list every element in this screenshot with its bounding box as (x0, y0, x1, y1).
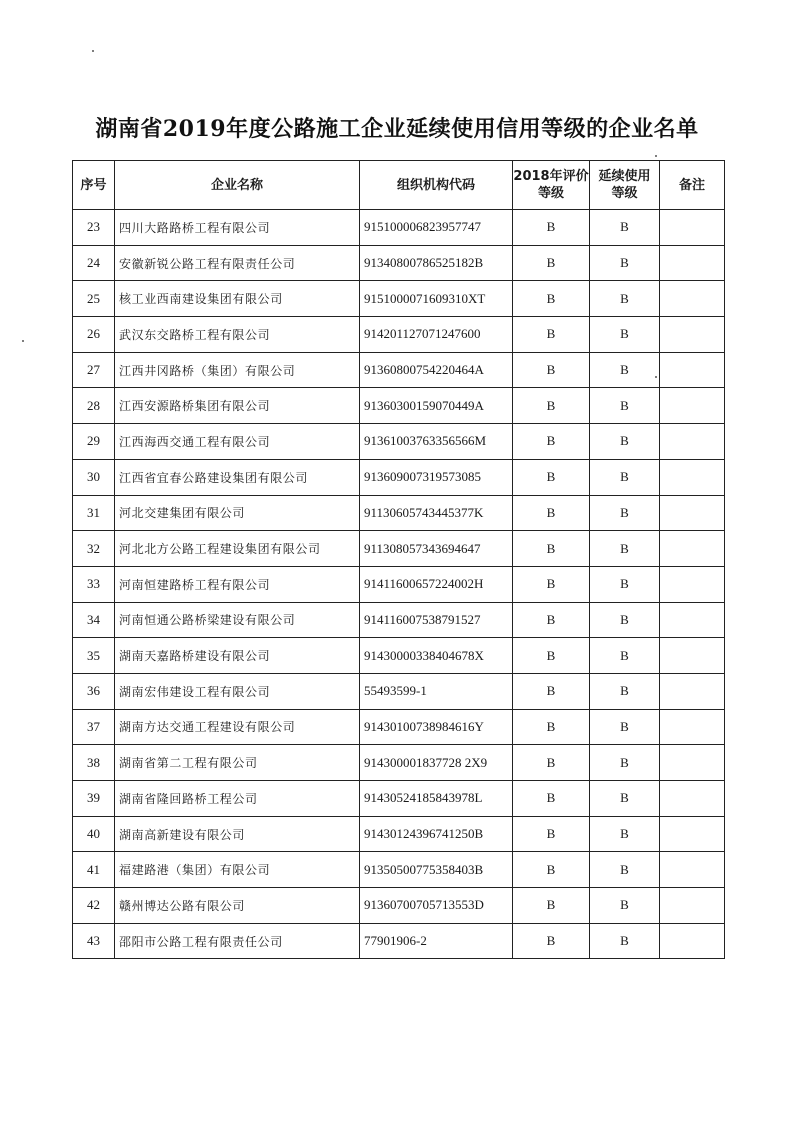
cell-remark (660, 745, 725, 781)
cell-2018-grade: B (513, 459, 590, 495)
cell-org-code: 91411600657224002H (360, 566, 513, 602)
cell-company-name: 江西安源路桥集团有限公司 (115, 388, 360, 424)
scan-speck (22, 340, 24, 342)
cell-company-name: 湖南省第二工程有限公司 (115, 745, 360, 781)
header-continued-grade (590, 161, 660, 210)
cell-seq: 25 (73, 281, 115, 317)
cell-2018-grade: B (513, 317, 590, 353)
scan-speck (655, 376, 657, 378)
table-row (73, 673, 725, 709)
header-2018-grade (513, 161, 590, 210)
cell-2018-grade: B (513, 638, 590, 674)
cell-continued-grade: B (590, 638, 660, 674)
table-row (73, 745, 725, 781)
cell-company-name: 江西省宜春公路建设集团有限公司 (115, 459, 360, 495)
cell-remark (660, 673, 725, 709)
cell-company-name: 江西海西交通工程有限公司 (115, 424, 360, 460)
cell-org-code: 91360300159070449A (360, 388, 513, 424)
table-row (73, 210, 725, 246)
cell-seq: 38 (73, 745, 115, 781)
cell-2018-grade: B (513, 566, 590, 602)
table-row (73, 459, 725, 495)
cell-seq: 31 (73, 495, 115, 531)
table-row (73, 602, 725, 638)
cell-continued-grade: B (590, 424, 660, 460)
cell-continued-grade: B (590, 495, 660, 531)
cell-remark (660, 816, 725, 852)
cell-org-code: 91430524185843978L (360, 781, 513, 817)
table-row (73, 388, 725, 424)
table-row (73, 709, 725, 745)
cell-remark (660, 281, 725, 317)
cell-org-code: 77901906-2 (360, 923, 513, 959)
cell-continued-grade: B (590, 888, 660, 924)
table-row (73, 923, 725, 959)
cell-company-name: 武汉东交路桥工程有限公司 (115, 317, 360, 353)
cell-continued-grade: B (590, 245, 660, 281)
cell-company-name: 湖南高新建设有限公司 (115, 816, 360, 852)
table-body (73, 210, 725, 959)
cell-seq: 23 (73, 210, 115, 246)
cell-remark (660, 531, 725, 567)
header-org-code: 组织机构代码 (360, 161, 513, 210)
cell-org-code: 914116007538791527 (360, 602, 513, 638)
cell-company-name: 江西井冈路桥（集团）有限公司 (115, 352, 360, 388)
table-row (73, 531, 725, 567)
cell-2018-grade: B (513, 781, 590, 817)
cell-continued-grade: B (590, 531, 660, 567)
cell-remark (660, 852, 725, 888)
cell-2018-grade: B (513, 745, 590, 781)
cell-2018-grade: B (513, 709, 590, 745)
cell-seq: 41 (73, 852, 115, 888)
cell-2018-grade: B (513, 245, 590, 281)
header-2018-grade-line1: 2018年评价 (513, 169, 589, 184)
table-row (73, 816, 725, 852)
cell-company-name: 四川大路路桥工程有限公司 (115, 210, 360, 246)
scan-speck (655, 155, 657, 157)
cell-org-code: 91360800754220464A (360, 352, 513, 388)
cell-org-code: 9151000071609310XT (360, 281, 513, 317)
cell-remark (660, 424, 725, 460)
cell-org-code: 915100006823957747 (360, 210, 513, 246)
company-table (72, 160, 725, 959)
cell-remark (660, 709, 725, 745)
cell-continued-grade: B (590, 281, 660, 317)
cell-continued-grade: B (590, 459, 660, 495)
cell-company-name: 湖南宏伟建设工程有限公司 (115, 673, 360, 709)
cell-seq: 34 (73, 602, 115, 638)
cell-company-name: 河南恒建路桥工程有限公司 (115, 566, 360, 602)
cell-remark (660, 245, 725, 281)
cell-remark (660, 781, 725, 817)
cell-continued-grade: B (590, 816, 660, 852)
cell-company-name: 河北北方公路工程建设集团有限公司 (115, 531, 360, 567)
cell-continued-grade: B (590, 709, 660, 745)
table-row (73, 424, 725, 460)
table-row (73, 638, 725, 674)
cell-org-code: 55493599-1 (360, 673, 513, 709)
cell-company-name: 湖南省隆回路桥工程公司 (115, 781, 360, 817)
cell-company-name: 河南恒通公路桥梁建设有限公司 (115, 602, 360, 638)
cell-company-name: 湖南天嘉路桥建设有限公司 (115, 638, 360, 674)
cell-2018-grade: B (513, 852, 590, 888)
cell-continued-grade: B (590, 673, 660, 709)
cell-org-code: 91340800786525182B (360, 245, 513, 281)
cell-remark (660, 638, 725, 674)
cell-org-code: 91360700705713553D (360, 888, 513, 924)
cell-org-code: 91430100738984616Y (360, 709, 513, 745)
cell-company-name: 河北交建集团有限公司 (115, 495, 360, 531)
cell-company-name: 核工业西南建设集团有限公司 (115, 281, 360, 317)
cell-continued-grade: B (590, 745, 660, 781)
cell-continued-grade: B (590, 852, 660, 888)
table-row (73, 495, 725, 531)
cell-continued-grade: B (590, 388, 660, 424)
cell-seq: 24 (73, 245, 115, 281)
cell-company-name: 福建路港（集团）有限公司 (115, 852, 360, 888)
cell-continued-grade: B (590, 210, 660, 246)
cell-org-code: 911308057343694647 (360, 531, 513, 567)
cell-seq: 32 (73, 531, 115, 567)
header-continued-grade-line1: 延续使用 (598, 169, 651, 184)
page-title: 湖南省2019年度公路施工企业延续使用信用等级的企业名单 (95, 116, 699, 142)
cell-2018-grade: B (513, 531, 590, 567)
cell-remark (660, 888, 725, 924)
header-2018-grade-line2: 等级 (537, 186, 564, 201)
cell-remark (660, 923, 725, 959)
cell-org-code: 913609007319573085 (360, 459, 513, 495)
cell-continued-grade: B (590, 566, 660, 602)
cell-org-code: 914201127071247600 (360, 317, 513, 353)
cell-continued-grade: B (590, 602, 660, 638)
table-row (73, 317, 725, 353)
cell-remark (660, 495, 725, 531)
cell-org-code: 91430124396741250B (360, 816, 513, 852)
cell-company-name: 赣州博达公路有限公司 (115, 888, 360, 924)
cell-remark (660, 566, 725, 602)
cell-2018-grade: B (513, 923, 590, 959)
cell-continued-grade: B (590, 923, 660, 959)
cell-2018-grade: B (513, 816, 590, 852)
cell-seq: 35 (73, 638, 115, 674)
cell-2018-grade: B (513, 888, 590, 924)
header-continued-grade-line2: 等级 (611, 186, 638, 201)
cell-seq: 37 (73, 709, 115, 745)
cell-seq: 43 (73, 923, 115, 959)
cell-2018-grade: B (513, 352, 590, 388)
cell-org-code: 914300001837728 2X9 (360, 745, 513, 781)
cell-seq: 27 (73, 352, 115, 388)
cell-2018-grade: B (513, 495, 590, 531)
cell-seq: 39 (73, 781, 115, 817)
cell-remark (660, 317, 725, 353)
cell-remark (660, 388, 725, 424)
table-row (73, 852, 725, 888)
cell-seq: 30 (73, 459, 115, 495)
cell-org-code: 91350500775358403B (360, 852, 513, 888)
cell-company-name: 邵阳市公路工程有限责任公司 (115, 923, 360, 959)
cell-seq: 26 (73, 317, 115, 353)
cell-continued-grade: B (590, 317, 660, 353)
header-seq: 序号 (73, 161, 115, 210)
table-row (73, 566, 725, 602)
table-row (73, 281, 725, 317)
cell-remark (660, 352, 725, 388)
cell-continued-grade: B (590, 781, 660, 817)
scan-speck (92, 50, 94, 52)
cell-2018-grade: B (513, 210, 590, 246)
table-header-row (73, 161, 725, 210)
cell-org-code: 91361003763356566M (360, 424, 513, 460)
cell-2018-grade: B (513, 388, 590, 424)
cell-seq: 29 (73, 424, 115, 460)
cell-seq: 28 (73, 388, 115, 424)
cell-2018-grade: B (513, 602, 590, 638)
cell-remark (660, 459, 725, 495)
cell-company-name: 湖南方达交通工程建设有限公司 (115, 709, 360, 745)
table-row (73, 245, 725, 281)
cell-seq: 40 (73, 816, 115, 852)
cell-seq: 36 (73, 673, 115, 709)
cell-org-code: 91430000338404678X (360, 638, 513, 674)
cell-seq: 33 (73, 566, 115, 602)
cell-seq: 42 (73, 888, 115, 924)
header-remark: 备注 (660, 161, 725, 210)
table-row (73, 781, 725, 817)
cell-remark (660, 210, 725, 246)
table-row (73, 888, 725, 924)
table-row (73, 352, 725, 388)
cell-continued-grade: B (590, 352, 660, 388)
cell-company-name: 安徽新锐公路工程有限责任公司 (115, 245, 360, 281)
cell-remark (660, 602, 725, 638)
cell-2018-grade: B (513, 281, 590, 317)
header-company-name: 企业名称 (115, 161, 360, 210)
cell-2018-grade: B (513, 424, 590, 460)
cell-2018-grade: B (513, 673, 590, 709)
cell-org-code: 91130605743445377K (360, 495, 513, 531)
